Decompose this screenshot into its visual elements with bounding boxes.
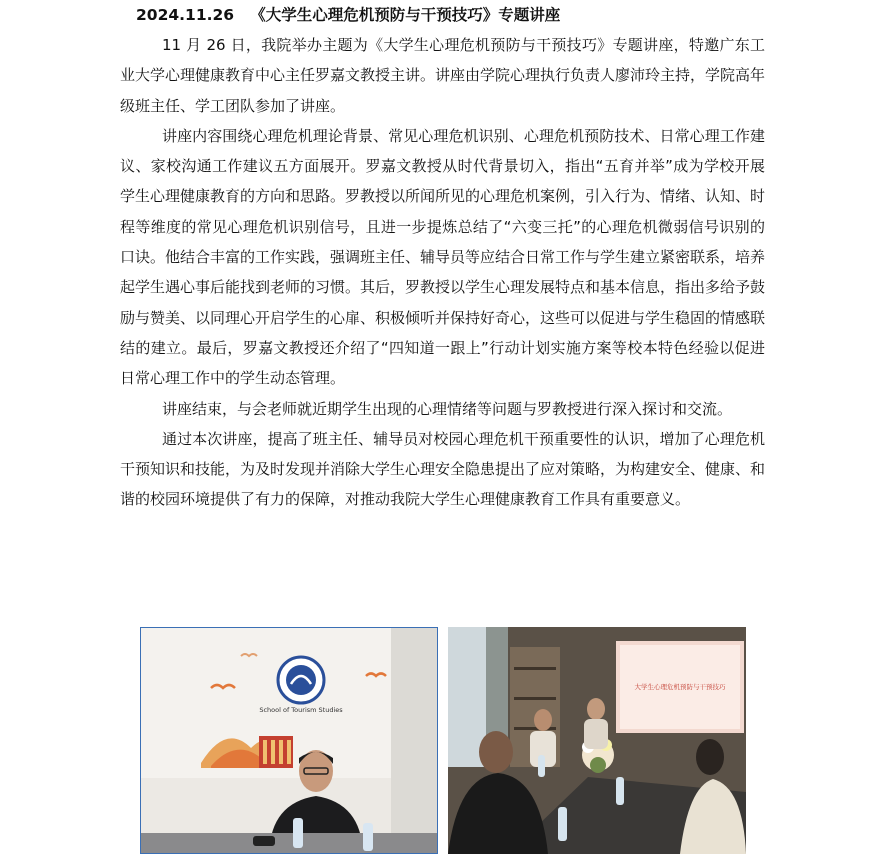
school-emblem-icon (278, 657, 324, 703)
lecture-photo-meeting (448, 627, 746, 854)
paragraph-discussion: 讲座结束，与会老师就近期学生出现的心理情绪等问题与罗教授进行深入探讨和交流。 (162, 399, 733, 418)
paragraph-intro: 11 月 26 日，我院举办主题为《大学生心理危机预防与干预技巧》专题讲座，特邀广东工业大学心理健康教育中心主任罗嘉文教授主讲。讲座由学院心理执行负责人廖沛玲主持，学院高年级班主任、学工团队参加了讲座。 (120, 36, 766, 115)
paragraph-content: 讲座内容围绕心理危机理论背景、常见心理危机识别、心理危机预防技术、日常心理工作建议、家校沟通工作建议五方面展开。罗嘉文教授从时代背景切入，指出“五育并举”成为学校开展学生心理健康教育的方向和思路。罗教授以所闻所见的心理危机案例，引入行为、情绪、认知、时程等维度的常见心理危机识别信号，且进一步提炼总结了“六变三托”的心理危机微弱信号识别的口诀。他结合丰富的工作实践，强调班主任、辅导员等应结合日常工作与学生建立紧密联系，培养起学生遇心事后能找到老师的习惯。其后，罗教授以学生心理发展特点和基本信息，指出多给予鼓励与赞美、以同理心开启学生的心扉、积极倾听并保持好奇心，这些可以促进与学生稳固的情感联结的建立。最后，罗嘉文教授还介绍了“四知道一跟上”行动计划实施方案等校本特色经验以促进日常心理工作中的学生动态管理。 (120, 126, 766, 388)
photo-gallery (140, 627, 750, 854)
article-heading (136, 4, 560, 26)
article-title: 《大学生心理危机预防与干预技巧》专题讲座 (250, 6, 561, 24)
wall-sign-text: School of Tourism Studies (259, 706, 343, 714)
slide-title-text: 大学生心理危机预防与干预技巧 (634, 683, 726, 691)
article-date: 2024.11.26 (136, 6, 235, 24)
lecture-photo-speaker (140, 627, 438, 854)
paragraph-conclusion: 通过本次讲座，提高了班主任、辅导员对校园心理危机干预重要性的认识，增加了心理危机干预知识和技能，为及时发现并消除大学生心理安全隐患提出了应对策略，为构建安全、健康、和谐的校园环境提供了有力的保障，对推动我院大学生心理健康教育工作具有重要意义。 (120, 429, 766, 509)
article-body (120, 30, 765, 515)
